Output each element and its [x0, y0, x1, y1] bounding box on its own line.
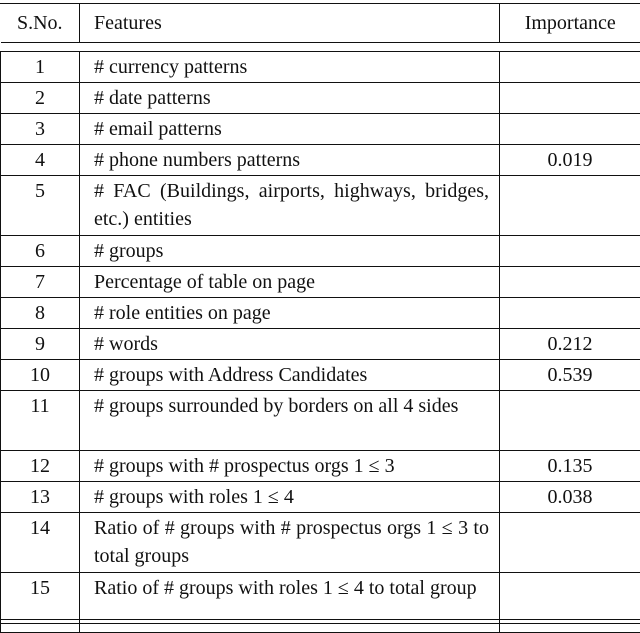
table-row — [1, 114, 640, 145]
row-number: 4 — [1, 145, 80, 176]
header-sno: S.No. — [1, 4, 80, 43]
header-features: Features — [80, 4, 500, 43]
row-feature: # groups surrounded by borders on all 4 sides — [80, 391, 500, 451]
table-row — [1, 145, 640, 176]
row-importance: 0.019 — [500, 145, 640, 176]
row-importance: 0.212 — [500, 329, 640, 360]
row-feature: # date patterns — [80, 83, 500, 114]
row-importance — [500, 114, 640, 145]
row-feature: # role entities on page — [80, 298, 500, 329]
row-importance — [500, 513, 640, 573]
row-feature: Ratio of # groups with # prospectus orgs 1 ≤ 3 to total groups — [80, 513, 500, 573]
row-number: 11 — [1, 391, 80, 451]
row-feature: # email patterns — [80, 114, 500, 145]
row-number: 6 — [1, 236, 80, 267]
row-feature: Ratio of # groups with roles 1 ≤ 4 to total group — [80, 573, 500, 633]
row-feature: # groups with # prospectus orgs 1 ≤ 3 — [80, 451, 500, 482]
table-row — [1, 482, 640, 513]
features-table — [0, 4, 640, 633]
table-row — [1, 360, 640, 391]
row-number: 5 — [1, 176, 80, 236]
row-number: 10 — [1, 360, 80, 391]
header-spacer — [1, 43, 640, 52]
row-feature: # words — [80, 329, 500, 360]
row-number: 2 — [1, 83, 80, 114]
row-feature: # phone numbers patterns — [80, 145, 500, 176]
row-number: 15 — [1, 573, 80, 633]
table-row — [1, 391, 640, 451]
table-row — [1, 236, 640, 267]
row-number: 14 — [1, 513, 80, 573]
bottom-rule-double — [0, 623, 640, 624]
table-row — [1, 52, 640, 83]
row-number: 7 — [1, 267, 80, 298]
bottom-rule — [0, 619, 640, 620]
table-row — [1, 513, 640, 573]
row-importance — [500, 52, 640, 83]
row-number: 13 — [1, 482, 80, 513]
table-row — [1, 298, 640, 329]
row-number: 8 — [1, 298, 80, 329]
row-importance — [500, 83, 640, 114]
row-feature: # groups with Address Candidates — [80, 360, 500, 391]
table-row — [1, 329, 640, 360]
row-feature: # groups with roles 1 ≤ 4 — [80, 482, 500, 513]
row-feature: Percentage of table on page — [80, 267, 500, 298]
header-importance: Importance — [500, 4, 640, 43]
row-feature: # groups — [80, 236, 500, 267]
row-importance — [500, 298, 640, 329]
row-feature: # currency patterns — [80, 52, 500, 83]
row-number: 3 — [1, 114, 80, 145]
header-row — [1, 4, 640, 43]
row-importance — [500, 236, 640, 267]
table-row — [1, 451, 640, 482]
table-row — [1, 83, 640, 114]
row-feature: # FAC (Buildings, airports, highways, bridges, etc.) entities — [80, 176, 500, 236]
row-number: 9 — [1, 329, 80, 360]
table-row — [1, 267, 640, 298]
row-importance: 0.038 — [500, 482, 640, 513]
table-row — [1, 176, 640, 236]
row-importance: 0.135 — [500, 451, 640, 482]
row-number: 12 — [1, 451, 80, 482]
row-importance — [500, 267, 640, 298]
row-number: 1 — [1, 52, 80, 83]
row-importance — [500, 176, 640, 236]
row-importance — [500, 391, 640, 451]
row-importance: 0.539 — [500, 360, 640, 391]
